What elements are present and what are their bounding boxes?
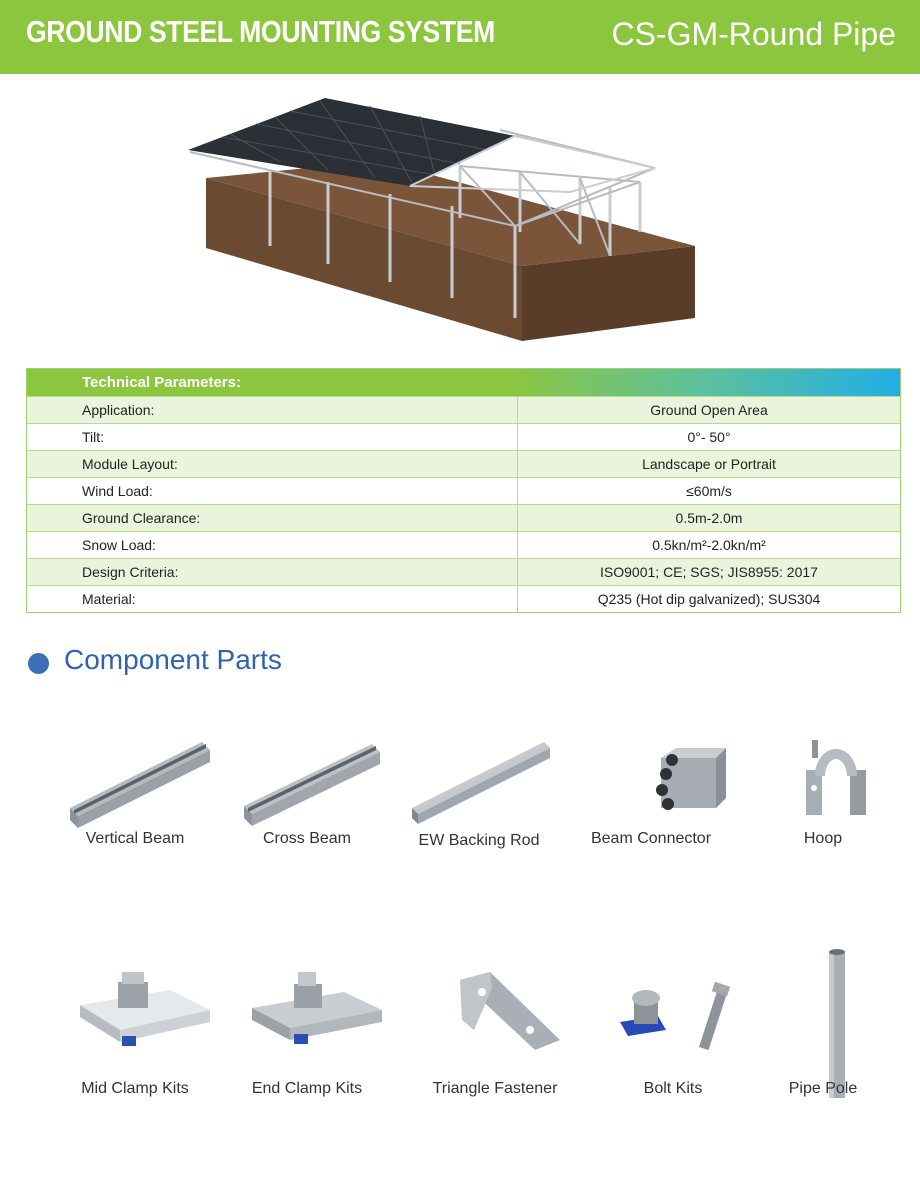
bullet-icon <box>28 653 49 674</box>
page-header <box>0 0 920 74</box>
parameter-row <box>27 504 900 531</box>
part-pipe-pole <box>738 940 908 1098</box>
part-label: Triangle Fastener <box>432 1080 558 1097</box>
parameter-value: Ground Open Area <box>650 402 768 418</box>
part-vertical-beam <box>50 730 220 848</box>
parameter-row <box>27 585 900 612</box>
part-hoop <box>738 730 908 848</box>
parameter-value: Landscape or Portrait <box>642 456 776 472</box>
parameter-name: Design Criteria: <box>27 559 518 585</box>
model-name: CS-GM-Round Pipe <box>611 16 896 52</box>
section-title: Component Parts <box>64 644 282 675</box>
part-cross-beam <box>222 730 392 848</box>
bolt-kit-icon <box>598 950 748 1060</box>
part-label: EW Backing Rod <box>418 832 540 849</box>
part-label: Vertical Beam <box>85 830 185 847</box>
mounting-system-illustration <box>170 86 710 356</box>
parameter-value: 0.5kn/m²-2.0kn/m² <box>652 537 766 553</box>
parameter-name: Module Layout: <box>27 451 518 477</box>
parameter-value: ISO9001; CE; SGS; JIS8955: 2017 <box>600 564 818 580</box>
part-label: Hoop <box>803 830 843 847</box>
parameters-heading: Technical Parameters: <box>27 369 900 396</box>
part-end-clamp-kits <box>222 950 392 1098</box>
part-label: Bolt Kits <box>643 1080 703 1097</box>
parameter-row <box>27 558 900 585</box>
parameter-value: 0°- 50° <box>687 429 731 445</box>
part-triangle-fastener <box>410 950 580 1098</box>
parameter-value: ≤60m/s <box>686 483 732 499</box>
part-label: Beam Connector <box>590 830 712 847</box>
part-mid-clamp-kits <box>50 950 220 1098</box>
parameter-value: 0.5m-2.0m <box>675 510 743 526</box>
parameter-name: Ground Clearance: <box>27 505 518 531</box>
parameter-name: Wind Load: <box>27 478 518 504</box>
parameter-name: Material: <box>27 586 518 612</box>
parameter-name: Application: <box>27 397 518 423</box>
part-ew-backing-rod <box>394 730 564 850</box>
part-label: Cross Beam <box>262 830 352 847</box>
mid-clamp-icon <box>60 950 210 1060</box>
part-label: Pipe Pole <box>788 1080 858 1097</box>
vertical-beam-icon <box>60 730 210 830</box>
part-bolt-kits <box>588 950 758 1098</box>
parameter-row <box>27 423 900 450</box>
parameter-value: Q235 (Hot dip galvanized); SUS304 <box>597 591 821 607</box>
end-clamp-icon <box>232 950 382 1060</box>
parameter-row <box>27 396 900 423</box>
pipe-pole-icon <box>748 940 898 1100</box>
part-beam-connector <box>566 730 736 848</box>
technical-parameters-table <box>26 368 901 613</box>
ew-backing-rod-icon <box>404 730 554 830</box>
part-label: Mid Clamp Kits <box>81 1080 189 1097</box>
parameter-row <box>27 450 900 477</box>
hoop-icon <box>748 730 898 830</box>
parameter-row <box>27 531 900 558</box>
triangle-fastener-icon <box>420 950 570 1060</box>
cross-beam-icon <box>232 730 382 830</box>
beam-connector-icon <box>576 730 726 830</box>
parameter-row <box>27 477 900 504</box>
page-title: GROUND STEEL MOUNTING SYSTEM <box>26 14 495 49</box>
parameter-name: Tilt: <box>27 424 518 450</box>
part-label: End Clamp Kits <box>251 1080 363 1097</box>
parameter-name: Snow Load: <box>27 532 518 558</box>
